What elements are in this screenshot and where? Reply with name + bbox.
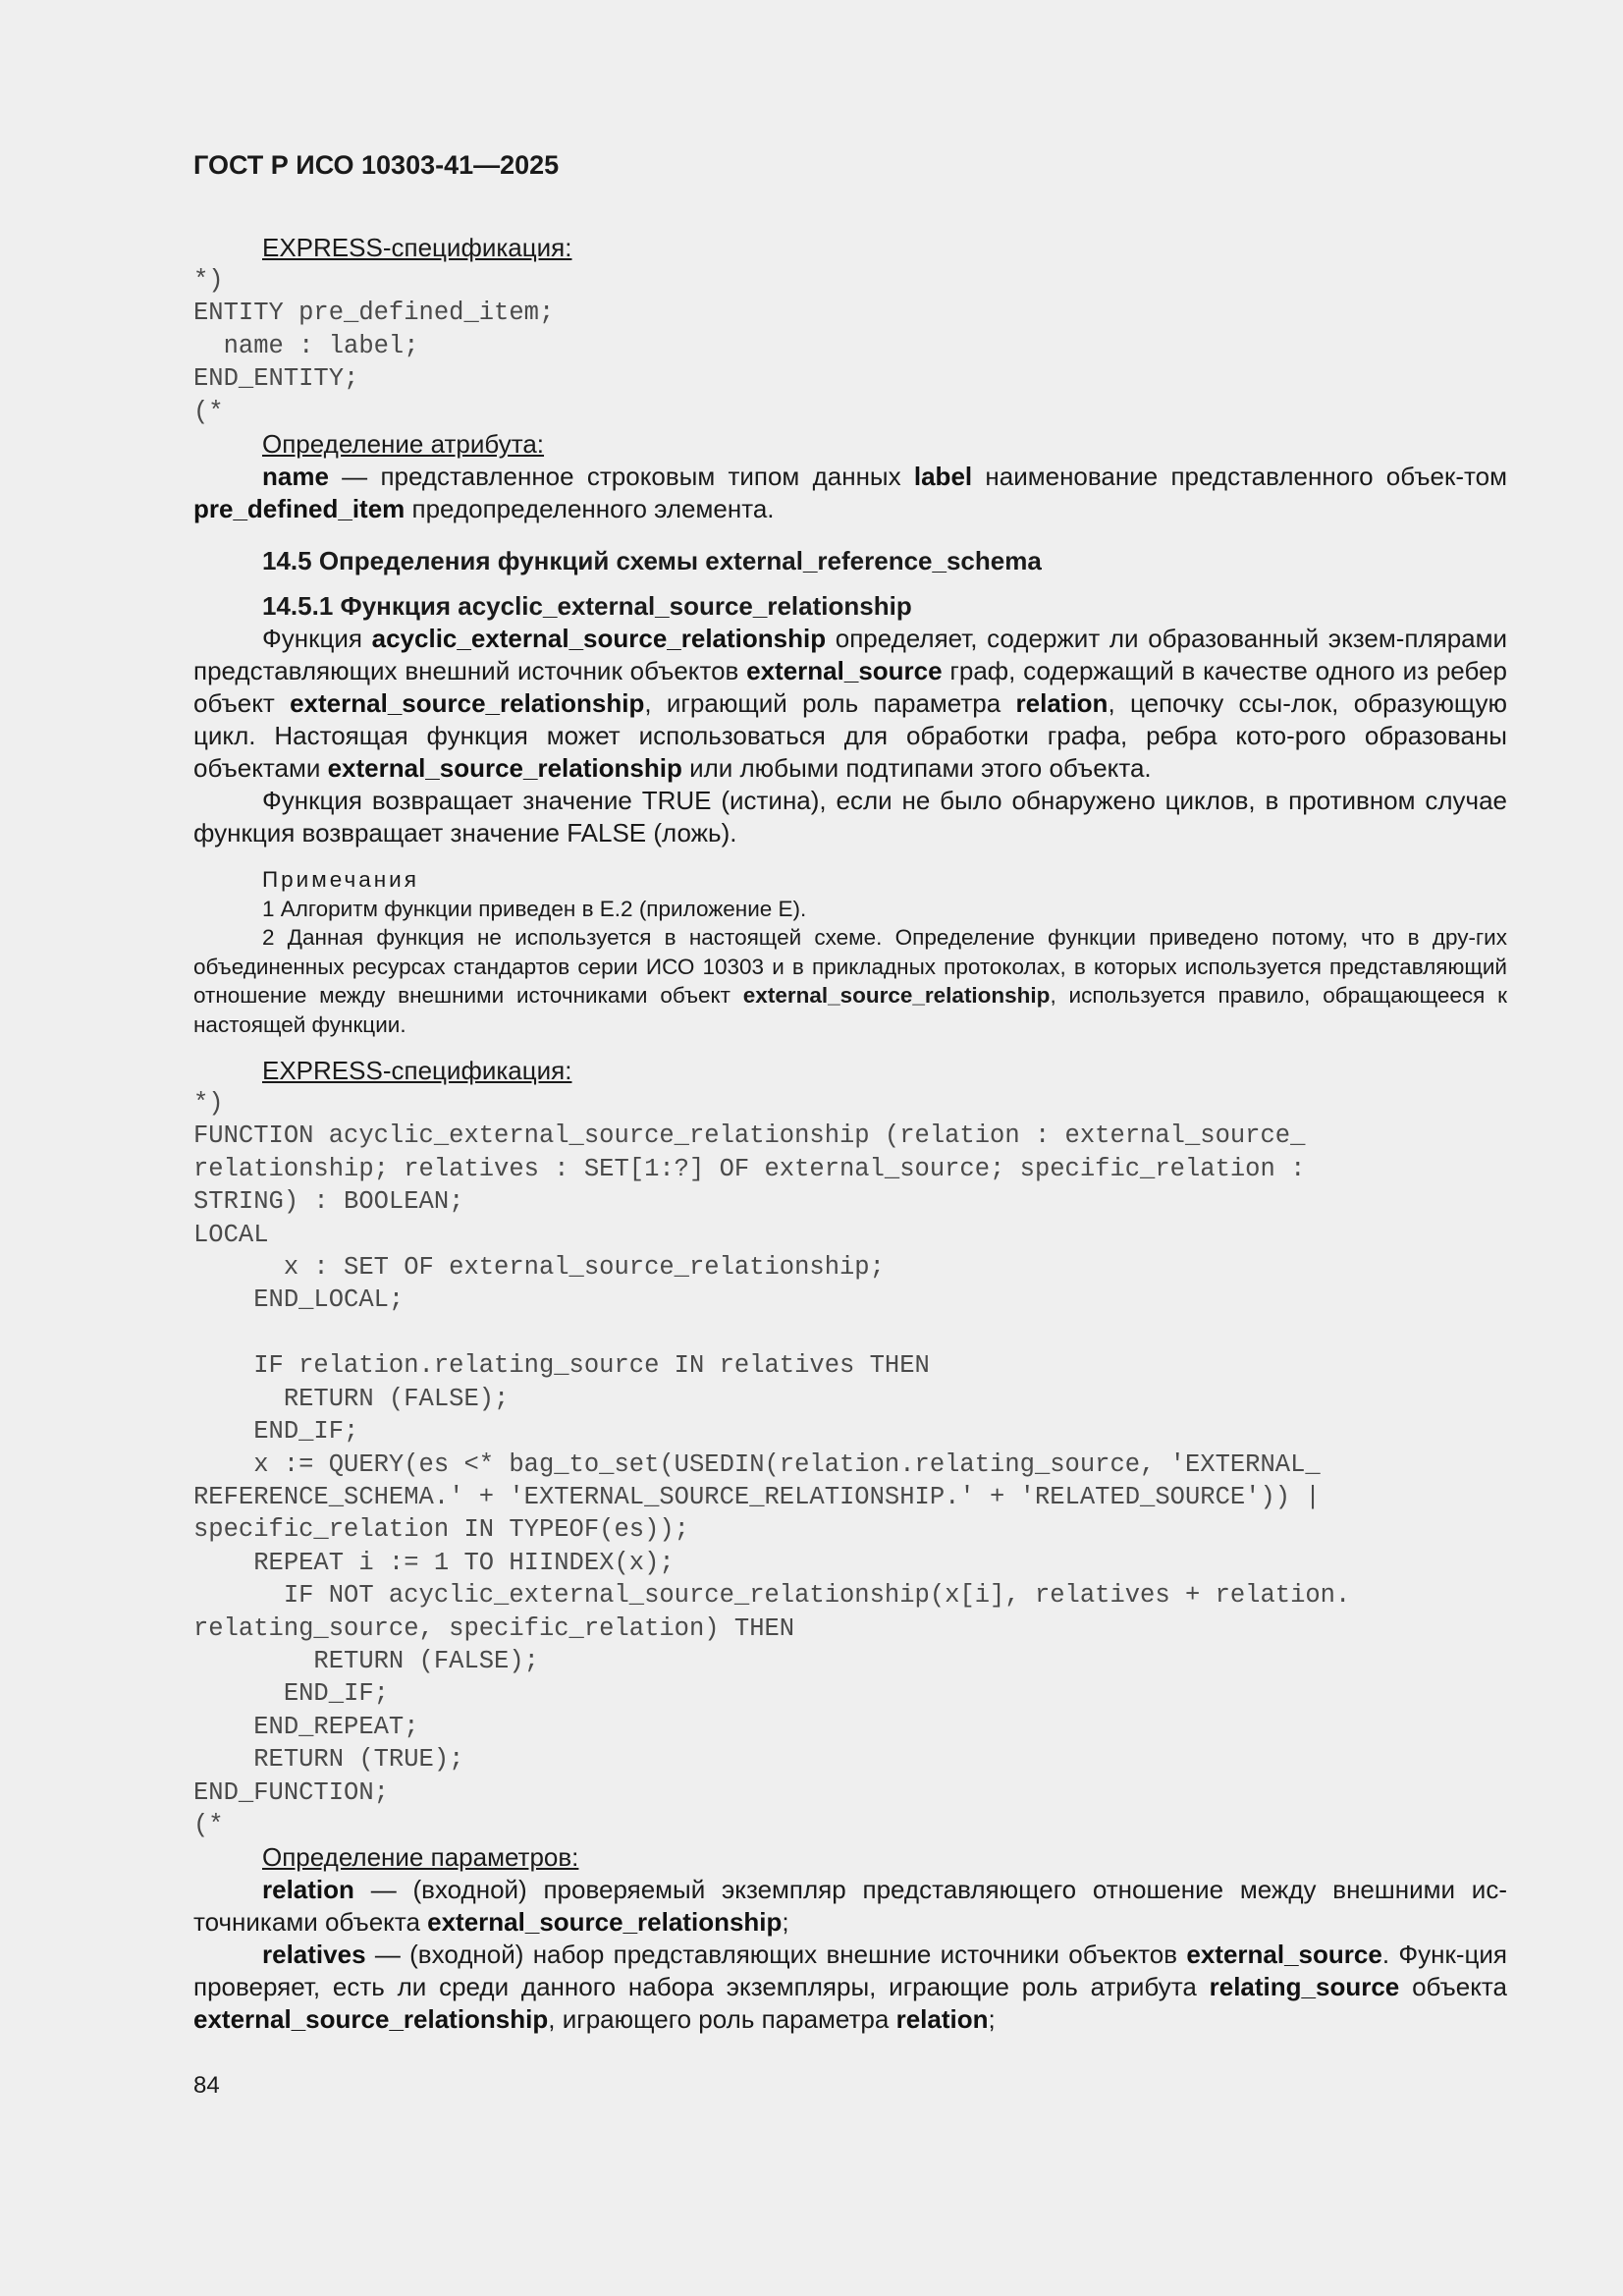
attribute-definition-name: name — представленное строковым типом данных label наименование представленного объек-том pre_defined_item предопределенного элемента. (193, 462, 1507, 524)
note-1: 1 Алгоритм функции приведен в Е.2 (приложение Е). (262, 896, 807, 921)
function-return-paragraph: Функция возвращает значение TRUE (истина), если не было обнаружено циклов, в противном случае функция возвращает значение FALSE (ложь). (193, 786, 1507, 848)
parameter-relation: relation — (входной) проверяемый экземпляр представляющего отношение между внешними ис-точниками объекта external_source_relationship; (193, 1875, 1507, 1938)
document-header: ГОСТ Р ИСО 10303-41—2025 (193, 150, 560, 180)
section-heading-14-5: 14.5 Определения функций схемы external_reference_schema (262, 546, 1042, 576)
code-block-entity: *) ENTITY pre_defined_item; name : label; END_ENTITY; (* (193, 266, 555, 426)
note-2: 2 Данная функция не используется в настоящей схеме. Определение функции приведено потому, что в дру-гих объединенных ресурсах стандартов серии ИСО 10303 и в прикладных протоколах, в которых используется представляющий отношение между внешними источниками объект external_source_relationship, используется правило, обращающееся к настоящей функции. (193, 925, 1507, 1037)
parameter-definition-label: Определение параметров: (262, 1842, 579, 1873)
notes-block (193, 865, 1507, 1039)
section-heading-14-5-1: 14.5.1 Функция acyclic_external_source_relationship (262, 591, 912, 622)
attribute-definition-label: Определение атрибута: (262, 429, 545, 460)
parameter-relatives: relatives — (входной) набор представляющих внешние источники объектов external_source. Функ-ция проверяет, есть ли среди данного набора экземпляры, играющие роль атрибута relating_source объекта external_source_relationship, играющего роль параметра relation; (193, 1940, 1508, 2035)
express-spec-label: EXPRESS-спецификация: (262, 233, 572, 262)
page-number: 84 (193, 2072, 220, 2099)
function-description-paragraph: Функция acyclic_external_source_relationship определяет, содержит ли образованный экзем-плярами представляющих внешний источник объектов external_source граф, содержащий в качестве одного из ребер объект external_source_relationship, играющий роль параметра relation, цепочку ссы-лок, образующую цикл. Настоящая функция может использоваться для обработки графа, ребра кото-рого образованы объектами external_source_relationship или любыми подтипами этого объекта. (193, 624, 1508, 784)
notes-title: Примечания (262, 867, 419, 893)
document-page (193, 147, 1507, 2036)
code-block-function: *) FUNCTION acyclic_external_source_relationship (relation : external_source_ relationship; relatives : SET[1:?] OF external_source; specific_relation : STRING) : BOOLEAN; LOCAL x : SET OF external_source_relationship; END_LOCAL; IF relation.relating_source IN relatives THEN RETURN (FALSE); END_IF; x := QUERY(es <* bag_to_set(USEDIN(relation.relating_source, 'EXTERNAL_ REFERENCE_SCHEMA.' + 'EXTERNAL_SOURCE_RELATIONSHIP.' + 'RELATED_SOURCE')) | specific_relation IN TYPEOF(es)); REPEAT i := 1 TO HIINDEX(x); IF NOT acyclic_external_source_relationship(x[i], relatives + relation. relating_source, specific_relation) THEN RETURN (FALSE); END_IF; END_REPEAT; RETURN (TRUE); END_FUNCTION; (* (193, 1089, 1351, 1839)
express-spec-label-2: EXPRESS-спецификация: (262, 1056, 572, 1086)
